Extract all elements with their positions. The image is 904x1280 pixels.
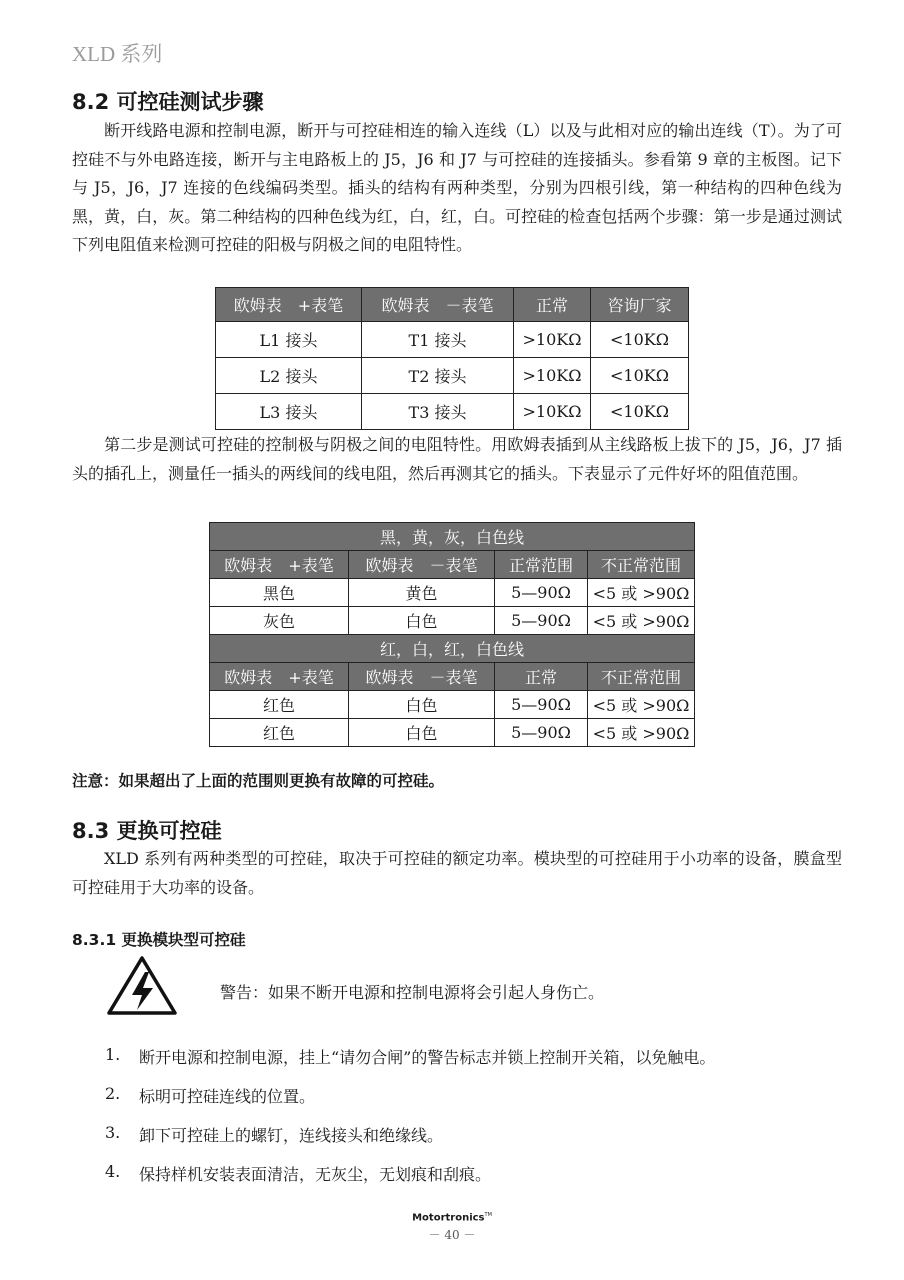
section-8-3-1-heading: 8.3.1 更换模块型可控硅 bbox=[72, 931, 246, 949]
step-text: 断开电源和控制电源，挂上“请勿合闸”的警告标志并锁上控制开关箱，以免触电。 bbox=[139, 1048, 716, 1067]
table-cell: 红色 bbox=[210, 719, 349, 747]
table-cell: 白色 bbox=[349, 607, 495, 635]
table-cell: T3 接头 bbox=[362, 394, 514, 430]
table-cell: 黑色 bbox=[210, 579, 349, 607]
step-number: 4. bbox=[105, 1162, 121, 1181]
high-voltage-warning-icon bbox=[106, 955, 178, 1017]
table2-header-cell: 欧姆表 －表笔 bbox=[349, 551, 495, 579]
table-cell: <5 或 >90Ω bbox=[588, 607, 695, 635]
table-cell: L2 接头 bbox=[216, 358, 362, 394]
trademark-mark: TM bbox=[484, 1212, 492, 1218]
table2-group1-header-row bbox=[210, 551, 695, 579]
step-text: 标明可控硅连线的位置。 bbox=[139, 1087, 316, 1106]
step-text: 卸下可控硅上的螺钉，连线接头和绝缘线。 bbox=[139, 1126, 444, 1145]
section-8-3-paragraph bbox=[72, 845, 842, 902]
table-cell: 白色 bbox=[349, 691, 495, 719]
replacement-steps-list bbox=[105, 1045, 715, 1201]
table-row bbox=[210, 607, 695, 635]
table-cell: 5—90Ω bbox=[495, 607, 588, 635]
table-cell: L1 接头 bbox=[216, 322, 362, 358]
table1-header-cell: 正常 bbox=[514, 288, 591, 322]
table-cell: >10KΩ bbox=[514, 358, 591, 394]
table1-header-cell: 咨询厂家 bbox=[591, 288, 689, 322]
table-cell: <5 或 >90Ω bbox=[588, 719, 695, 747]
table-cell: T1 接头 bbox=[362, 322, 514, 358]
table-cell: <5 或 >90Ω bbox=[588, 691, 695, 719]
step-number: 2. bbox=[105, 1084, 121, 1103]
table-cell: >10KΩ bbox=[514, 322, 591, 358]
table-cell: 白色 bbox=[349, 719, 495, 747]
table2-group2-header-row bbox=[210, 663, 695, 691]
list-item bbox=[105, 1162, 715, 1201]
table-cell: 黄色 bbox=[349, 579, 495, 607]
table2-group-title: 黑，黄，灰，白色线 bbox=[210, 523, 695, 551]
table-cell: <10KΩ bbox=[591, 322, 689, 358]
page-header: XLD 系列 bbox=[72, 42, 163, 66]
table-cell: 5—90Ω bbox=[495, 579, 588, 607]
table1-header-cell: 欧姆表 +表笔 bbox=[216, 288, 362, 322]
section-8-3-heading: 8.3 更换可控硅 bbox=[72, 819, 222, 843]
step-text: 保持样机安装表面清洁，无灰尘，无划痕和刮痕。 bbox=[139, 1165, 492, 1184]
table2-header-cell: 不正常范围 bbox=[588, 551, 695, 579]
table-cell: >10KΩ bbox=[514, 394, 591, 430]
para2-text: 第二步是测试可控硅的控制极与阴极之间的电阻特性。用欧姆表插到从主线路板上拔下的 J5，J6，J7 插头的插孔上，测量任一插头的两线间的线电阻，然后再测其它的插头。下表显示了元件好坏的阻值范围。 bbox=[72, 435, 842, 483]
table-cell: 5—90Ω bbox=[495, 719, 588, 747]
table2-header-cell: 欧姆表 －表笔 bbox=[349, 663, 495, 691]
table2-group1-title-row bbox=[210, 523, 695, 551]
table1-header-row bbox=[216, 288, 689, 322]
anode-cathode-resistance-table bbox=[215, 287, 689, 430]
table-cell: 5—90Ω bbox=[495, 691, 588, 719]
table-row bbox=[210, 579, 695, 607]
page-number: － 40 － bbox=[428, 1228, 476, 1242]
table2-header-cell: 正常范围 bbox=[495, 551, 588, 579]
table-cell: L3 接头 bbox=[216, 394, 362, 430]
list-item bbox=[105, 1123, 715, 1162]
table-row bbox=[210, 691, 695, 719]
footer-brand bbox=[0, 1212, 904, 1223]
brand-name: Motortronics bbox=[412, 1212, 485, 1224]
para-8-3-text: XLD 系列有两种类型的可控硅，取决于可控硅的额定功率。模块型的可控硅用于小功率的设备，膜盒型可控硅用于大功率的设备。 bbox=[72, 849, 842, 897]
step-number: 1. bbox=[105, 1045, 121, 1064]
list-item bbox=[105, 1045, 715, 1084]
table2-group2-title-row bbox=[210, 635, 695, 663]
table-cell: T2 接头 bbox=[362, 358, 514, 394]
table-cell: 红色 bbox=[210, 691, 349, 719]
section-8-2-paragraph-2 bbox=[72, 431, 842, 488]
table1-header-cell: 欧姆表 －表笔 bbox=[362, 288, 514, 322]
section-8-2-paragraph-1 bbox=[72, 117, 842, 260]
table-cell: <5 或 >90Ω bbox=[588, 579, 695, 607]
warning-text: 警告：如果不断开电源和控制电源将会引起人身伤亡。 bbox=[220, 983, 605, 1002]
list-item bbox=[105, 1084, 715, 1123]
gate-cathode-resistance-table bbox=[209, 522, 695, 747]
table-row bbox=[216, 358, 689, 394]
table2-header-cell: 正常 bbox=[495, 663, 588, 691]
table-cell: <10KΩ bbox=[591, 358, 689, 394]
table-row bbox=[210, 719, 695, 747]
step-number: 3. bbox=[105, 1123, 121, 1142]
table-cell: <10KΩ bbox=[591, 394, 689, 430]
table2-group-title: 红，白，红，白色线 bbox=[210, 635, 695, 663]
table-row bbox=[216, 322, 689, 358]
table-row bbox=[216, 394, 689, 430]
table2-header-cell: 欧姆表 +表笔 bbox=[210, 663, 349, 691]
table2-header-cell: 欧姆表 +表笔 bbox=[210, 551, 349, 579]
para1-text: 断开线路电源和控制电源，断开与可控硅相连的输入连线（L）以及与此相对应的输出连线（T）。为了可控硅不与外电路连接，断开与主电路板上的 J5，J6 和 J7 与可控硅的连接插头。参看第 9 章的主板图。记下与 J5，J6，J7 连接的色线编码类型。插头的结构有两种类型，分别为四根引线，第一种结构的四种色线为黑，黄，白，灰。第二种结构的四种色线为红，白，红，白。可控硅的检查包括两个步骤：第一步是通过测试下列电阻值来检测可控硅的阳极与阴极之间的电阻特性。 bbox=[72, 121, 842, 254]
table2-header-cell: 不正常范围 bbox=[588, 663, 695, 691]
section-8-2-heading: 8.2 可控硅测试步骤 bbox=[72, 90, 264, 114]
table-cell: 灰色 bbox=[210, 607, 349, 635]
note-text: 注意：如果超出了上面的范围则更换有故障的可控硅。 bbox=[72, 772, 445, 790]
